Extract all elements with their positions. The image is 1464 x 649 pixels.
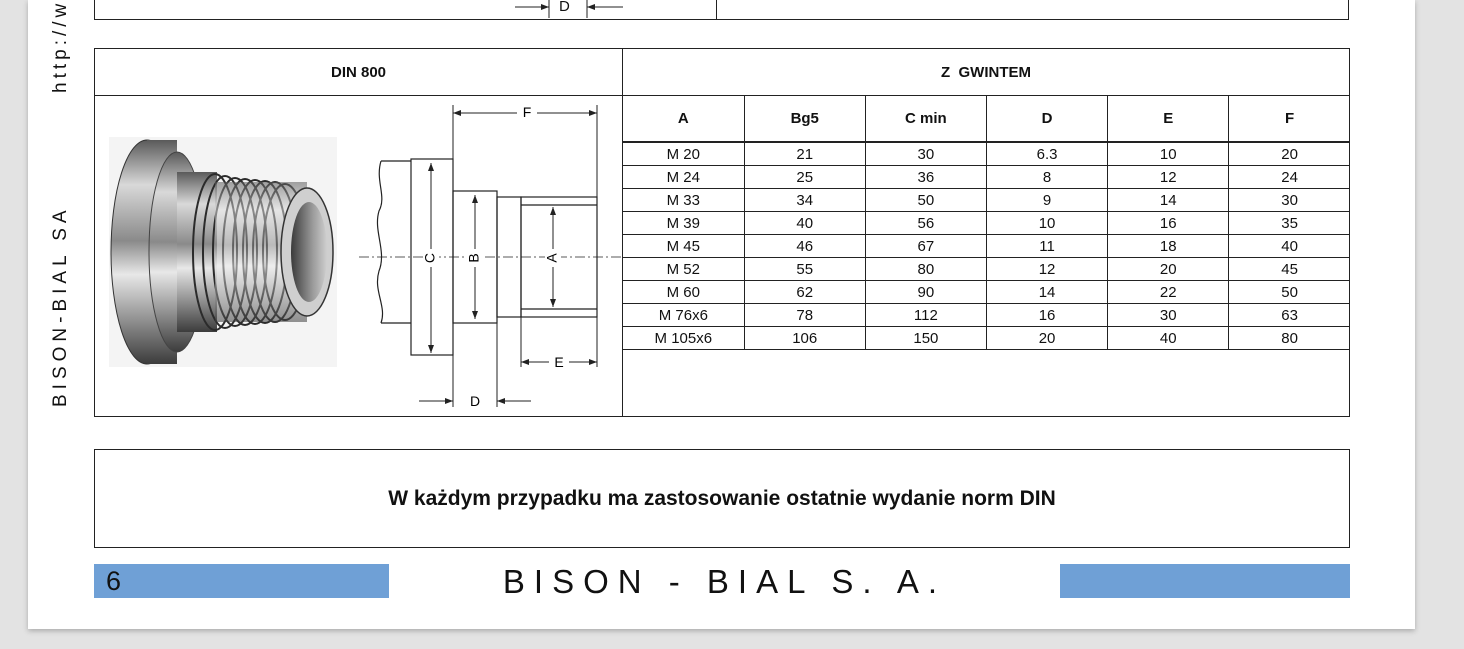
table-cell: 30	[1108, 304, 1229, 327]
previous-section-frame	[94, 0, 1349, 20]
table-cell: 90	[865, 281, 986, 304]
table-cell: 20	[1229, 142, 1350, 166]
label-e: E	[554, 354, 564, 370]
table-cell: M 76x6	[623, 304, 744, 327]
table-row	[623, 258, 1350, 281]
col-header-c-min: C min	[865, 96, 986, 142]
table-cell: 12	[986, 258, 1107, 281]
table-cell: 30	[865, 142, 986, 166]
footer-bar-left	[94, 564, 389, 598]
table-row	[623, 142, 1350, 166]
footer-brand: BISON - BIAL S. A.	[502, 563, 947, 600]
table-row	[623, 304, 1350, 327]
table-cell: 11	[986, 235, 1107, 258]
table-cell: 20	[1108, 258, 1229, 281]
table-cell: 9	[986, 189, 1107, 212]
side-brand-text: BISON-BIAL SA	[50, 205, 71, 407]
table-cell: 8	[986, 166, 1107, 189]
table-cell: 36	[865, 166, 986, 189]
table-cell: 10	[986, 212, 1107, 235]
table-cell: 6.3	[986, 142, 1107, 166]
table-cell: 56	[865, 212, 986, 235]
table-cell: 21	[744, 142, 865, 166]
table-cell: M 24	[623, 166, 744, 189]
table-cell: 24	[1229, 166, 1350, 189]
col-header-d: D	[986, 96, 1107, 142]
table-cell: 16	[1108, 212, 1229, 235]
table-cell: 106	[744, 327, 865, 350]
table-row	[623, 166, 1350, 189]
threaded-flange-photo	[109, 137, 337, 367]
label-c: C	[421, 252, 438, 264]
dimensions-table	[623, 96, 1350, 350]
table-cell: 63	[1229, 304, 1350, 327]
table-cell: M 33	[623, 189, 744, 212]
table-cell: 78	[744, 304, 865, 327]
table-row	[623, 235, 1350, 258]
table-cell: 62	[744, 281, 865, 304]
technical-drawing	[359, 101, 621, 417]
label-a: A	[543, 253, 560, 263]
table-cell: 12	[1108, 166, 1229, 189]
table-cell: 25	[744, 166, 865, 189]
footer-bar-right	[1060, 564, 1350, 598]
col-header-f: F	[1229, 96, 1350, 142]
table-cell: M 20	[623, 142, 744, 166]
table-header-row	[623, 96, 1350, 142]
table-cell: 40	[744, 212, 865, 235]
dimension-arrows-icon	[515, 0, 625, 18]
table-cell: M 60	[623, 281, 744, 304]
table-row	[623, 281, 1350, 304]
table-cell: M 52	[623, 258, 744, 281]
table-cell: M 45	[623, 235, 744, 258]
section-title-right: Z GWINTEM	[623, 49, 1349, 96]
col-header-bg5: Bg5	[744, 96, 865, 142]
col-header-e: E	[1108, 96, 1229, 142]
table-cell: 30	[1229, 189, 1350, 212]
table-cell: M 39	[623, 212, 744, 235]
label-d: D	[469, 393, 481, 409]
dimension-label: D	[559, 0, 570, 15]
table-cell: 150	[865, 327, 986, 350]
table-cell: 112	[865, 304, 986, 327]
table-cell: 46	[744, 235, 865, 258]
table-cell: 80	[865, 258, 986, 281]
label-b: B	[465, 253, 482, 263]
page-number: 6	[106, 566, 122, 596]
table-cell: 35	[1229, 212, 1350, 235]
table-cell: 22	[1108, 281, 1229, 304]
table-cell: 40	[1229, 235, 1350, 258]
table-cell: 20	[986, 327, 1107, 350]
table-row	[623, 212, 1350, 235]
label-f: F	[522, 104, 532, 120]
table-cell: 45	[1229, 258, 1350, 281]
table-cell: 14	[1108, 189, 1229, 212]
previous-dimension-d	[515, 0, 625, 18]
table-cell: 10	[1108, 142, 1229, 166]
table-cell: 40	[1108, 327, 1229, 350]
table-cell: M 105x6	[623, 327, 744, 350]
table-cell: 16	[986, 304, 1107, 327]
table-cell: 80	[1229, 327, 1350, 350]
col-header-a: A	[623, 96, 744, 142]
din-note: W każdym przypadku ma zastosowanie ostatnie wydanie norm DIN	[94, 449, 1350, 548]
din800-section	[94, 48, 1350, 417]
table-cell: 34	[744, 189, 865, 212]
table-cell: 67	[865, 235, 986, 258]
table-row	[623, 189, 1350, 212]
previous-section-divider	[716, 0, 717, 19]
table-cell: 50	[865, 189, 986, 212]
section-title-left: DIN 800	[95, 49, 623, 96]
table-cell: 50	[1229, 281, 1350, 304]
table-cell: 18	[1108, 235, 1229, 258]
side-url-text: http://w	[50, 0, 71, 94]
table-cell: 55	[744, 258, 865, 281]
table-cell: 14	[986, 281, 1107, 304]
table-row	[623, 327, 1350, 350]
